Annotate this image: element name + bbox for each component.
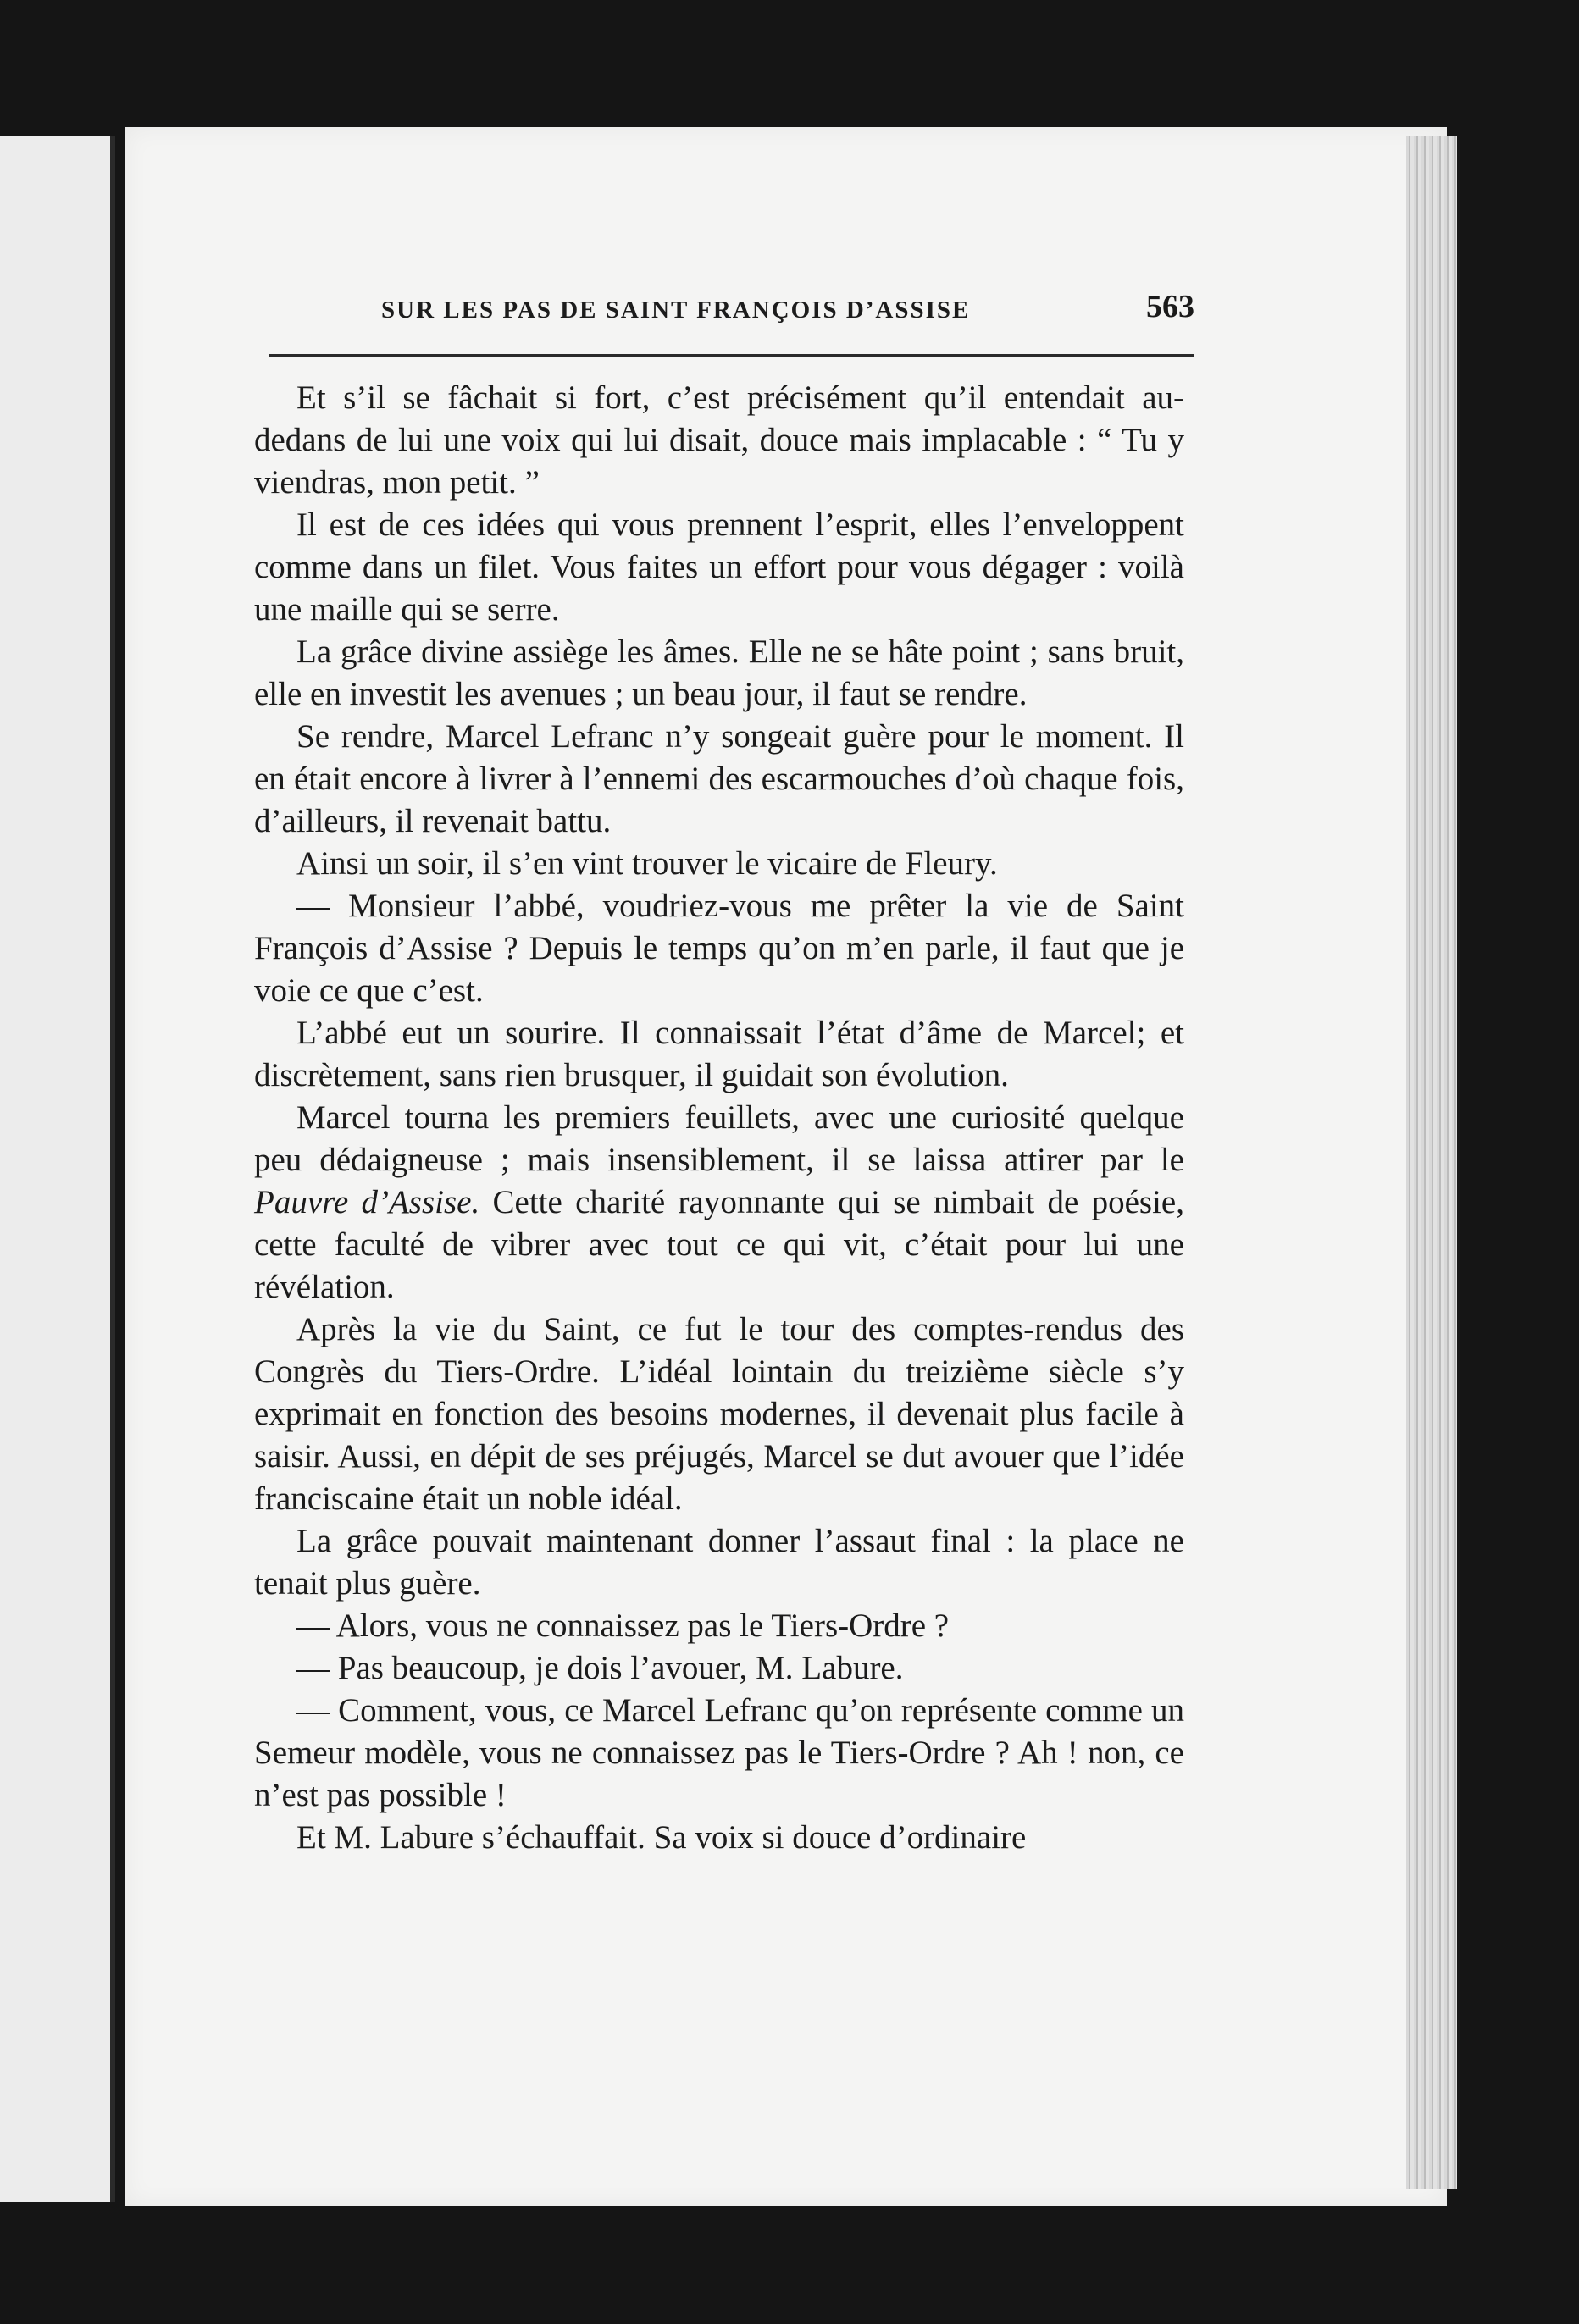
page-number: 563 — [1146, 289, 1194, 324]
paragraph: — Monsieur l’abbé, voudriez-vous me prêter la vie de Saint François d’Assise ? Depuis le temps qu’on m’en parle, il faut que je voie ce que c’est. — [254, 888, 1184, 1009]
paragraph-text: Marcel tourna les premiers feuillets, avec une curiosité quelque peu dédaigneuse ; mais insensiblement, il se laissa attirer par le — [254, 1099, 1184, 1178]
paragraph: Il est de ces idées qui vous prennent l’esprit, elles l’enveloppent comme dans un filet. Vous faites un effort pour vous dégager : voilà une maille qui se serre. — [254, 506, 1184, 628]
paragraph: — Pas beaucoup, je dois l’avouer, M. Labure. — [296, 1650, 904, 1686]
paragraph-text: Cette charité rayonnante qui se nimbait de poésie, cette faculté de vibrer avec tout ce qui vit, c’était pour lui une révélation. — [254, 1184, 1184, 1305]
paragraph — [254, 1097, 1184, 1309]
paragraph: Se rendre, Marcel Lefranc n’y songeait guère pour le moment. Il en était encore à livrer à l’ennemi des escarmouches d’où chaque fois, d’ailleurs, il revenait battu. — [254, 718, 1184, 839]
paragraph: Et M. Labure s’échauffait. Sa voix si douce d’ordinaire — [296, 1819, 1027, 1856]
italic-title: Pauvre d’Assise. — [254, 1184, 480, 1220]
paragraph: — Comment, vous, ce Marcel Lefranc qu’on représente comme un Semeur modèle, vous ne connaissez pas le Tiers-Ordre ? Ah ! non, ce n’est pas possible ! — [254, 1692, 1184, 1813]
paragraph: Ainsi un soir, il s’en vint trouver le vicaire de Fleury. — [296, 845, 998, 882]
paragraph: Après la vie du Saint, ce fut le tour des comptes-rendus des Congrès du Tiers-Ordre. L’idéal lointain du treizième siècle s’y exprimait en fonction des besoins modernes, il devenait plus facile à saisir. Aussi, en dépit de ses préjugés, Marcel se dut avouer que l’idée franciscaine était un noble idéal. — [254, 1311, 1184, 1517]
body-text — [254, 377, 1184, 1859]
paragraph: La grâce pouvait maintenant donner l’assaut final : la place ne tenait plus guère. — [254, 1523, 1184, 1602]
paragraph: Et s’il se fâchait si fort, c’est précisément qu’il entendait au-dedans de lui une voix qui lui disait, douce mais implacable : “ Tu y viendras, mon petit. ” — [254, 379, 1184, 501]
left-page-edge — [0, 136, 115, 2202]
paragraph: La grâce divine assiège les âmes. Elle ne se hâte point ; sans bruit, elle en investit les avenues ; un beau jour, il faut se rendre. — [254, 634, 1184, 712]
header-rule — [269, 354, 1194, 357]
paragraph: L’abbé eut un sourire. Il connaissait l’état d’âme de Marcel; et discrètement, sans rien brusquer, il guidait son évolution. — [254, 1015, 1184, 1093]
running-head: SUR LES PAS DE SAINT FRANÇOIS D’ASSISE — [381, 296, 971, 324]
page-stack-edge — [1406, 136, 1457, 2189]
paragraph: — Alors, vous ne connaissez pas le Tiers-Ordre ? — [296, 1607, 950, 1644]
